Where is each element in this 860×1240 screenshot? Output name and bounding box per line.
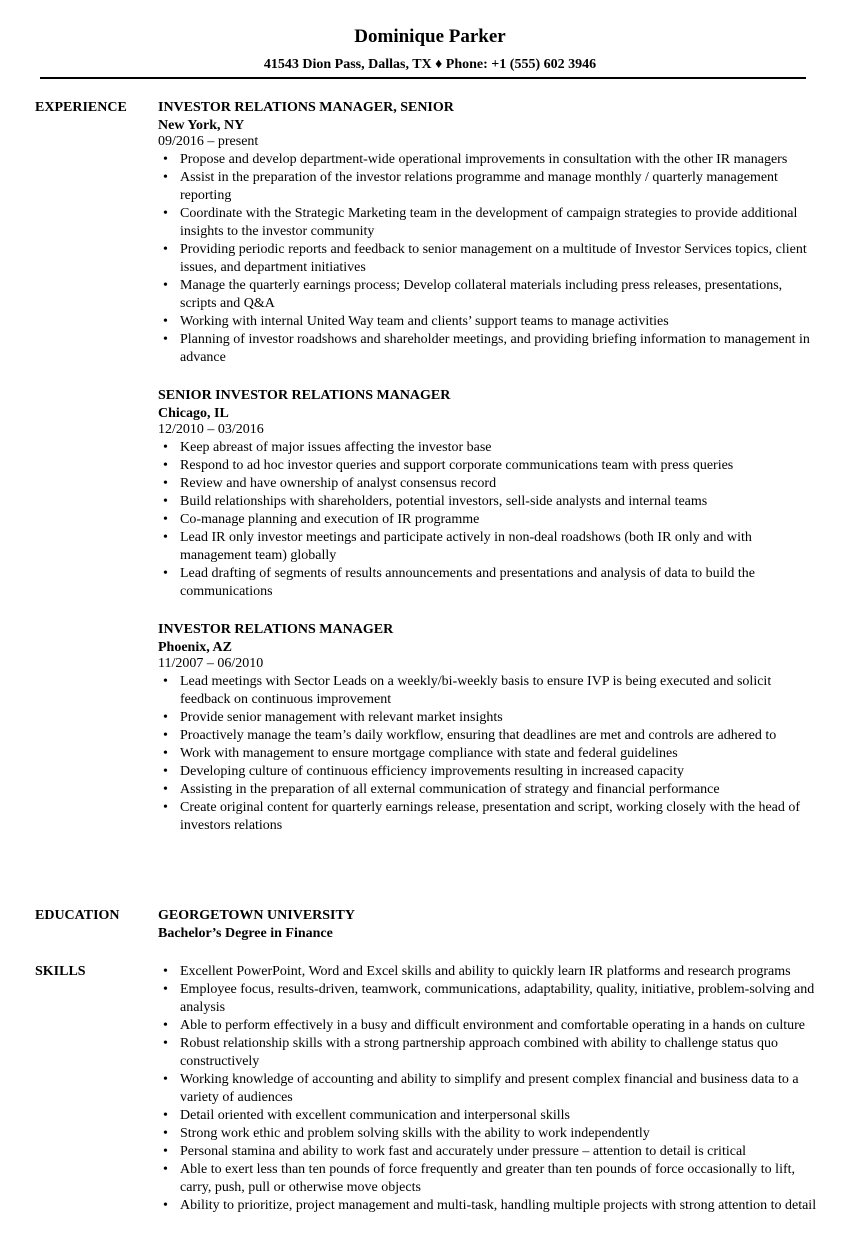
skill-item: • Detail oriented with excellent communication and interpersonal skills (158, 1107, 818, 1125)
bullet-item: • Propose and develop department-wide operational improvements in consultation with the other IR managers (158, 151, 818, 169)
skill-item: • Ability to prioritize, project management and multi-task, handling multiple projects with strong attention to detail (158, 1197, 818, 1215)
bullet-item: • Planning of investor roadshows and shareholder meetings, and providing briefing information to management in advance (158, 331, 818, 367)
skill-item: • Strong work ethic and problem solving skills with the ability to work independently (158, 1125, 818, 1143)
bullet-item: • Provide senior management with relevant market insights (158, 709, 818, 727)
header-divider (40, 77, 806, 79)
bullet-item: • Coordinate with the Strategic Marketing team in the development of campaign strategies to provide additional insights to the investor community (158, 205, 818, 241)
job-dates: 11/2007 – 06/2010 (158, 656, 264, 671)
job-title: INVESTOR RELATIONS MANAGER, SENIOR (158, 100, 454, 115)
skill-item: • Working knowledge of accounting and ability to simplify and present complex financial and business data to a variety of audiences (158, 1071, 818, 1107)
skills-body (158, 963, 818, 1215)
school-name: GEORGETOWN UNIVERSITY (158, 908, 355, 923)
education-body (158, 907, 818, 943)
bullet-item: • Review and have ownership of analyst consensus record (158, 475, 818, 493)
bullet-item: • Lead IR only investor meetings and participate actively in non-deal roadshows (both IR only and with management team) globally (158, 529, 818, 565)
bullet-item: • Lead meetings with Sector Leads on a weekly/bi-weekly basis to ensure IVP is being executed and solicit feedback on continuous improvement (158, 673, 818, 709)
job-location: Phoenix, AZ (158, 640, 232, 655)
section-label-experience: EXPERIENCE (35, 100, 127, 115)
bullet-item: • Create original content for quarterly earnings release, presentation and script, working closely with the head of investors relations (158, 799, 818, 835)
job-dates: 09/2016 – present (158, 134, 259, 149)
job-location: Chicago, IL (158, 406, 229, 421)
section-label-education: EDUCATION (35, 908, 120, 923)
job-entry (158, 99, 818, 367)
bullet-item: • Co-manage planning and execution of IR programme (158, 511, 818, 529)
job-title: INVESTOR RELATIONS MANAGER (158, 622, 394, 637)
job-entry (158, 387, 818, 601)
bullet-item: • Proactively manage the team’s daily workflow, ensuring that deadlines are met and controls are adhered to (158, 727, 818, 745)
experience-body (158, 99, 818, 855)
skill-item: • Robust relationship skills with a strong partnership approach combined with ability to challenge status quo constructively (158, 1035, 818, 1071)
bullet-item: • Developing culture of continuous efficiency improvements resulting in increased capacity (158, 763, 818, 781)
bullet-item: • Assist in the preparation of the investor relations programme and manage monthly / quarterly management reporting (158, 169, 818, 205)
bullet-item: • Lead drafting of segments of results announcements and presentations and analysis of data to build the communications (158, 565, 818, 601)
job-entry (158, 621, 818, 835)
job-bullets (158, 151, 818, 367)
degree: Bachelor’s Degree in Finance (158, 926, 333, 941)
skills-bullets (158, 963, 818, 1215)
skill-item: • Personal stamina and ability to work fast and accurately under pressure – attention to detail is critical (158, 1143, 818, 1161)
job-title: SENIOR INVESTOR RELATIONS MANAGER (158, 388, 451, 403)
skill-item: • Employee focus, results-driven, teamwork, communications, adaptability, quality, initiative, problem-solving and analysis (158, 981, 818, 1017)
bullet-item: • Build relationships with shareholders, potential investors, sell-side analysts and internal teams (158, 493, 818, 511)
section-label-skills: SKILLS (35, 964, 86, 979)
bullet-item: • Manage the quarterly earnings process; Develop collateral materials including press releases, presentations, scripts and Q&A (158, 277, 818, 313)
bullet-item: • Providing periodic reports and feedback to senior management on a multitude of Investor Services topics, client issues, and department initiatives (158, 241, 818, 277)
bullet-item: • Work with management to ensure mortgage compliance with state and federal guidelines (158, 745, 818, 763)
skill-item: • Excellent PowerPoint, Word and Excel skills and ability to quickly learn IR platforms and research programs (158, 963, 818, 981)
resume-header (0, 26, 860, 74)
skill-item: • Able to exert less than ten pounds of force frequently and greater than ten pounds of force occasionally to lift, carry, push, pull or otherwise move objects (158, 1161, 818, 1197)
job-bullets (158, 439, 818, 601)
contact-line: 41543 Dion Pass, Dallas, TX ♦ Phone: +1 (555) 602 3946 (263, 57, 597, 72)
bullet-item: • Assisting in the preparation of all external communication of strategy and financial performance (158, 781, 818, 799)
skill-item: • Able to perform effectively in a busy and difficult environment and comfortable operating in a hands on culture (158, 1017, 818, 1035)
bullet-item: • Keep abreast of major issues affecting the investor base (158, 439, 818, 457)
job-location: New York, NY (158, 118, 245, 133)
bullet-item: • Working with internal United Way team and clients’ support teams to manage activities (158, 313, 818, 331)
bullet-item: • Respond to ad hoc investor queries and support corporate communications team with press queries (158, 457, 818, 475)
job-bullets (158, 673, 818, 835)
job-dates: 12/2010 – 03/2016 (158, 422, 264, 437)
candidate-name: Dominique Parker (354, 26, 506, 47)
